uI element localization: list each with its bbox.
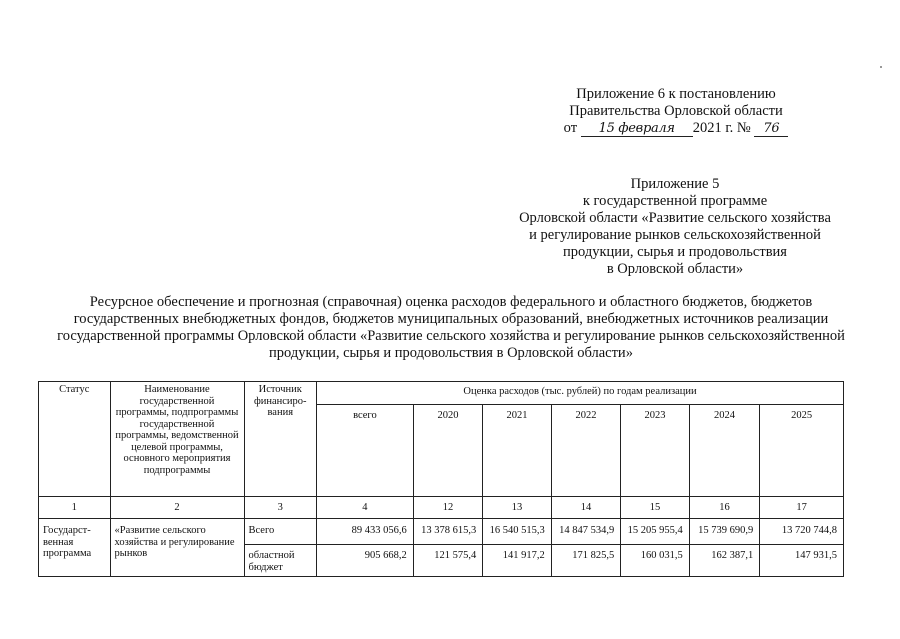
colnum-3: 3 (244, 497, 317, 519)
appendix-5-header (486, 176, 864, 278)
row-value-2022: 14 847 534,9 (551, 519, 621, 545)
header-estimate: Оценка расходов (тыс. рублей) по годам реализации (317, 382, 844, 405)
row-value-2025: 147 931,5 (760, 545, 844, 577)
row-value-2025: 13 720 744,8 (760, 519, 844, 545)
row-value-2021: 141 917,2 (483, 545, 552, 577)
colnum-17: 17 (760, 497, 844, 519)
row-total: 89 433 056,6 (317, 519, 414, 545)
appendix-5-line4: и регулирование рынков сельскохозяйственной (529, 227, 821, 243)
title-line1: Ресурсное обеспечение и прогнозная (справочная) оценка расходов федерального и областного бюджетов, бюджетов (89, 294, 813, 310)
row-value-2022: 171 825,5 (551, 545, 621, 577)
row-value-2024: 15 739 690,9 (689, 519, 760, 545)
handwritten-date: 15 февраля (581, 122, 693, 137)
handwritten-number: 76 (754, 122, 788, 137)
appendix-5-line2: к государственной программе (582, 193, 768, 209)
colnum-1: 1 (39, 497, 111, 519)
colnum-2: 2 (110, 497, 244, 519)
resource-table (38, 381, 844, 577)
row-value-2020: 121 575,4 (413, 545, 483, 577)
row-source: Всего (244, 519, 317, 545)
appendix-6-line2: Правительства Орловской области (569, 103, 783, 119)
header-year-2023: 2023 (621, 405, 690, 497)
header-year-2025: 2025 (760, 405, 844, 497)
document-title (30, 294, 872, 362)
scan-speck (880, 66, 882, 68)
column-number-row (39, 497, 844, 519)
year-label: 2021 г. № (692, 120, 751, 136)
appendix-6-header (548, 86, 804, 137)
header-name: Наименование государственной программы, подпрограммы государственной программы, ведомственной целевой программы, основного мероприятия подпрограммы (110, 382, 244, 497)
table-row (39, 519, 844, 545)
program-status: Государст-венная программа (39, 519, 111, 577)
appendix-5-line5: продукции, сырья и продовольствия (563, 244, 787, 260)
colnum-12: 12 (413, 497, 483, 519)
program-name: «Развитие сельского хозяйства и регулирование рынков (110, 519, 244, 577)
row-value-2023: 160 031,5 (621, 545, 690, 577)
appendix-6-line1: Приложение 6 к постановлению (576, 86, 776, 102)
title-line4: продукции, сырья и продовольствия в Орловской области» (269, 345, 633, 361)
row-total: 905 668,2 (317, 545, 414, 577)
appendix-5-line6: в Орловской области» (606, 261, 744, 277)
colnum-4: 4 (317, 497, 414, 519)
colnum-15: 15 (621, 497, 690, 519)
colnum-16: 16 (689, 497, 760, 519)
header-year-2020: 2020 (413, 405, 483, 497)
title-line3: государственной программы Орловской области «Развитие сельского хозяйства и регулирование рынков сельскохозяйственной (57, 328, 845, 344)
header-year-2021: 2021 (483, 405, 552, 497)
appendix-6-line3 (548, 120, 804, 137)
colnum-14: 14 (551, 497, 621, 519)
header-status: Статус (39, 382, 111, 497)
header-year-2024: 2024 (689, 405, 760, 497)
appendix-5-line1: Приложение 5 (630, 176, 720, 192)
colnum-13: 13 (483, 497, 552, 519)
title-line2: государственных внебюджетных фондов, бюджетов муниципальных образований, внебюджетных источников реализации (73, 311, 829, 327)
row-value-2021: 16 540 515,3 (483, 519, 552, 545)
row-value-2024: 162 387,1 (689, 545, 760, 577)
row-source: областной бюджет (244, 545, 317, 577)
header-total: всего (317, 405, 414, 497)
from-prefix: от (563, 120, 578, 136)
header-year-2022: 2022 (551, 405, 621, 497)
row-value-2020: 13 378 615,3 (413, 519, 483, 545)
row-value-2023: 15 205 955,4 (621, 519, 690, 545)
header-row-1 (39, 382, 844, 405)
appendix-5-line3: Орловской области «Развитие сельского хозяйства (519, 210, 831, 226)
header-source: Источник финансиро-вания (244, 382, 317, 497)
